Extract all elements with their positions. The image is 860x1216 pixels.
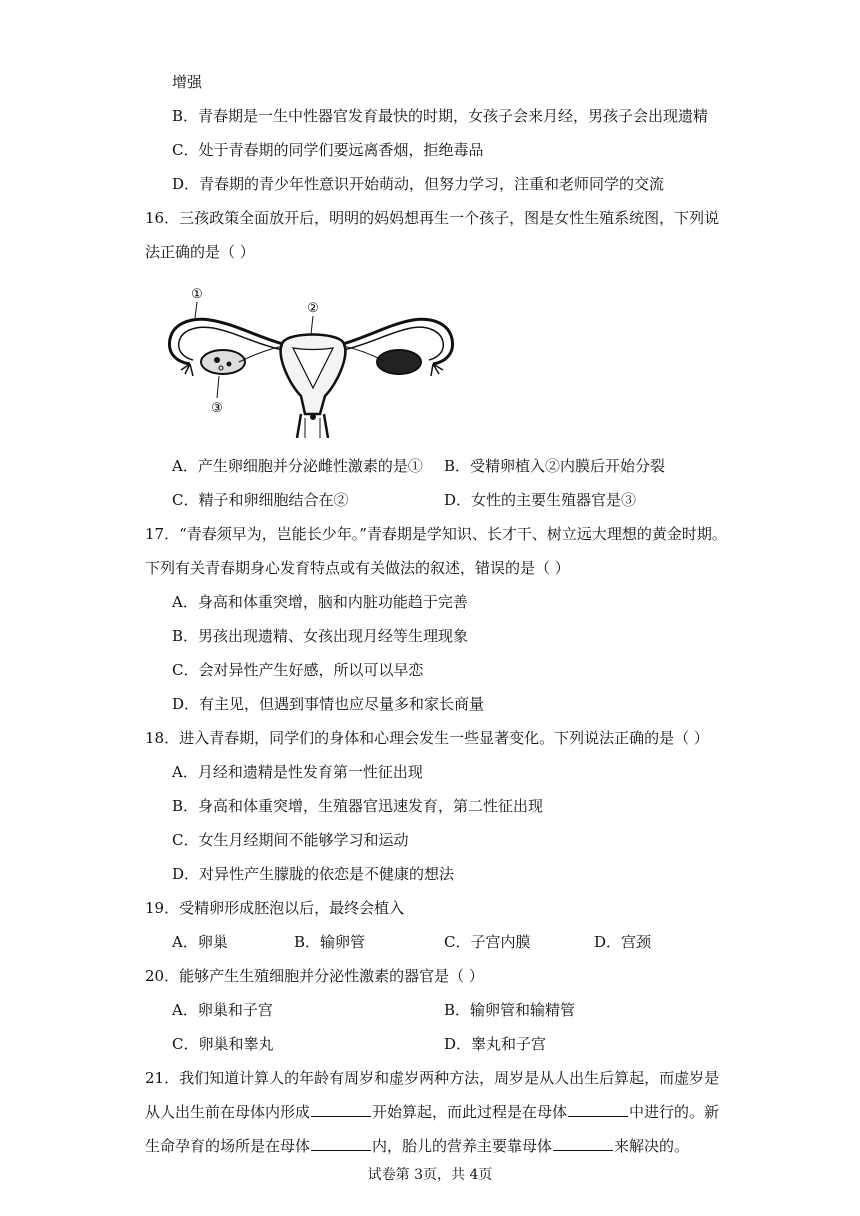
q19-option-c: C．子宫内膜 xyxy=(444,933,531,951)
q15-option-d: D．青春期的青少年性意识开始萌动，但努力学习，注重和老师同学的交流 xyxy=(172,175,665,193)
q21-line2 xyxy=(145,1102,719,1122)
q19-option-b: B．输卵管 xyxy=(294,933,366,951)
q20-option-c: C．卵巢和睾丸 xyxy=(172,1035,274,1053)
q18-option-c: C．女生月经期间不能够学习和运动 xyxy=(172,831,409,849)
diagram-label-3: ③ xyxy=(211,401,223,416)
q17-option-d: D．有主见，但遇到事情也应尽量多和家长商量 xyxy=(172,695,485,713)
diagram-label-2: ② xyxy=(307,301,319,316)
q21-line3 xyxy=(145,1136,689,1156)
q21-blank-1[interactable] xyxy=(311,1102,371,1117)
q18-option-d: D．对异性产生朦胧的依恋是不健康的想法 xyxy=(172,865,455,883)
q21-blank-4[interactable] xyxy=(553,1136,613,1151)
q16-option-c: C．精子和卵细胞结合在② xyxy=(172,491,349,509)
q21-line3-part1: 生命孕育的场所是在母体 xyxy=(145,1137,311,1155)
female-reproductive-system-diagram xyxy=(155,284,465,438)
q21-line3-part2: 内，胎儿的营养主要靠母体 xyxy=(372,1137,553,1155)
diagram-label-1: ① xyxy=(191,287,203,302)
q17-option-a: A．身高和体重突增，脑和内脏功能趋于完善 xyxy=(172,593,468,611)
q19-option-d: D．宫颈 xyxy=(594,933,652,951)
q21-blank-3[interactable] xyxy=(311,1136,371,1151)
q17-stem-line1: 17．“青春须早为，岂能长少年。”青春期是学知识、长才干、树立远大理想的黄金时期。 xyxy=(145,525,727,543)
q20-stem: 20．能够产生生殖细胞并分泌性激素的器官是（ ） xyxy=(145,967,484,985)
page-footer: 试卷第 3页，共 4页 xyxy=(367,1167,493,1183)
q16-stem-line1: 16．三孩政策全面放开后，明明的妈妈想再生一个孩子，图是女性生殖系统图，下列说 xyxy=(145,209,720,227)
q15-option-a-continuation: 增强 xyxy=(172,73,203,91)
q20-option-d: D．睾丸和子宫 xyxy=(444,1035,547,1053)
q18-option-a: A．月经和遗精是性发育第一性征出现 xyxy=(172,763,423,781)
q18-option-b: B．身高和体重突增，生殖器官迅速发育，第二性征出现 xyxy=(172,797,544,815)
q17-option-c: C．会对异性产生好感，所以可以早恋 xyxy=(172,661,424,679)
q17-stem-line2: 下列有关青春期身心发育特点或有关做法的叙述，错误的是（ ） xyxy=(145,559,570,577)
q16-option-a: A．产生卵细胞并分泌雌性激素的是① xyxy=(172,457,423,475)
q16-stem-line2: 法正确的是（ ） xyxy=(145,243,255,261)
q21-line1: 21．我们知道计算人的年龄有周岁和虚岁两种方法，周岁是从人出生后算起，而虚岁是 xyxy=(145,1069,720,1087)
q15-option-c: C．处于青春期的同学们要远离香烟，拒绝毒品 xyxy=(172,141,484,159)
q21-line2-part1: 从人出生前在母体内形成 xyxy=(145,1103,311,1121)
q21-line2-part3: 中进行的。新 xyxy=(629,1103,720,1121)
q16-option-b: B．受精卵植入②内膜后开始分裂 xyxy=(444,457,666,475)
q21-line3-part3: 来解决的。 xyxy=(614,1137,690,1155)
q19-option-a: A．卵巢 xyxy=(172,933,228,951)
q17-option-b: B．男孩出现遗精、女孩出现月经等生理现象 xyxy=(172,627,469,645)
q19-stem: 19．受精卵形成胚泡以后，最终会植入 xyxy=(145,899,405,917)
q21-blank-2[interactable] xyxy=(568,1102,628,1117)
q18-stem: 18．进入青春期，同学们的身体和心理会发生一些显著变化。下列说法正确的是（ ） xyxy=(145,729,709,747)
q16-option-d: D．女性的主要生殖器官是③ xyxy=(444,491,637,509)
q15-option-b: B．青春期是一生中性器官发育最快的时期，女孩子会来月经，男孩子会出现遗精 xyxy=(172,107,709,125)
q21-line2-part2: 开始算起，而此过程是在母体 xyxy=(372,1103,568,1121)
q20-option-a: A．卵巢和子宫 xyxy=(172,1001,273,1019)
q20-option-b: B．输卵管和输精管 xyxy=(444,1001,576,1019)
